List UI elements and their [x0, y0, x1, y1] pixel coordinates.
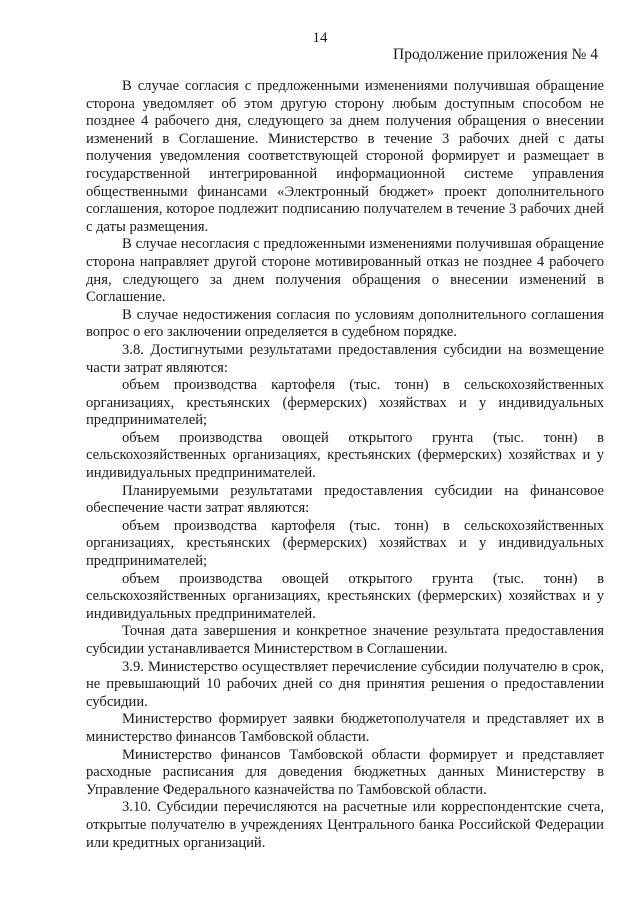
paragraph-clause-3-9: 3.9. Министерство осуществляет перечисление субсидии получателю в срок, не превышающий 10 рабочих дней со дня принятия решения о предоставлении субсидии. — [86, 658, 604, 710]
paragraph-agreement-refusal: В случае несогласия с предложенными изменениями получившая обращение сторона направляет другой стороне мотивированный отказ не позднее 4 рабочего дня, следующего за днем получения обращения о внесении изменений в Соглашение. — [86, 236, 604, 306]
paragraph-vegetable-production: объем производства овощей открытого грунта (тыс. тонн) в сельскохозяйственных организациях, крестьянских (фермерских) хозяйствах и у индивидуальных предпринимателей. — [86, 429, 604, 482]
paragraph-budget-requests: Министерство формирует заявки бюджетополучателя и представляет их в министерство финансов Тамбовской области. — [86, 711, 604, 745]
paragraph-result-date: Точная дата завершения и конкретное значение результата предоставления субсидии устанавливается Министерством в Соглашении. — [86, 623, 604, 657]
document-body — [86, 78, 604, 852]
paragraph-finance-ministry: Министерство финансов Тамбовской области формирует и представляет расходные расписания для доведения бюджетных данных Министерству в Управление Федерального казначейства по Тамбовской области. — [86, 746, 604, 798]
paragraph-clause-3-8: 3.8. Достигнутыми результатами предоставления субсидии на возмещение части затрат являются: — [86, 341, 604, 376]
paragraph-planned-vegetable-production: объем производства овощей открытого грунта (тыс. тонн) в сельскохозяйственных организациях, крестьянских (фермерских) хозяйствах и у индивидуальных предпринимателей. — [86, 570, 604, 622]
paragraph-planned-potato-production: объем производства картофеля (тыс. тонн) в сельскохозяйственных организациях, крестьянских (фермерских) хозяйствах и у индивидуальных предпринимателей; — [86, 517, 604, 570]
appendix-continuation-note: Продолжение приложения № 4 — [393, 46, 598, 63]
paragraph-agreement-consent: В случае согласия с предложенными изменениями получившая обращение сторона уведомляет об этом другую сторону любым доступным способом не позднее 4 рабочего дня, следующего за днем получения обращения о внесении изменений в Соглашение. Министерство в течение 3 рабочих дней с даты получения уведомления соответствующей стороной формирует и размещает в государственной интегрированной информационной системе управления общественными финансами «Электронный бюджет» проект дополнительного соглашения, которое подлежит подписанию получателем в течение 3 рабочих дней с даты размещения. — [86, 78, 604, 235]
paragraph-agreement-dispute: В случае недостижения согласия по условиям дополнительного соглашения вопрос о его заключении определяется в судебном порядке. — [86, 306, 604, 341]
paragraph-clause-3-10: 3.10. Субсидии перечисляются на расчетные или корреспондентские счета, открытые получателю в учреждениях Центрального банка Российской Федерации или кредитных организаций. — [86, 799, 604, 851]
paragraph-planned-results: Планируемыми результатами предоставления субсидии на финансовое обеспечение части затрат являются: — [86, 482, 604, 517]
paragraph-potato-production: объем производства картофеля (тыс. тонн) в сельскохозяйственных организациях, крестьянских (фермерских) хозяйствах и у индивидуальных предпринимателей; — [86, 377, 604, 429]
page-number: 14 — [312, 30, 328, 46]
